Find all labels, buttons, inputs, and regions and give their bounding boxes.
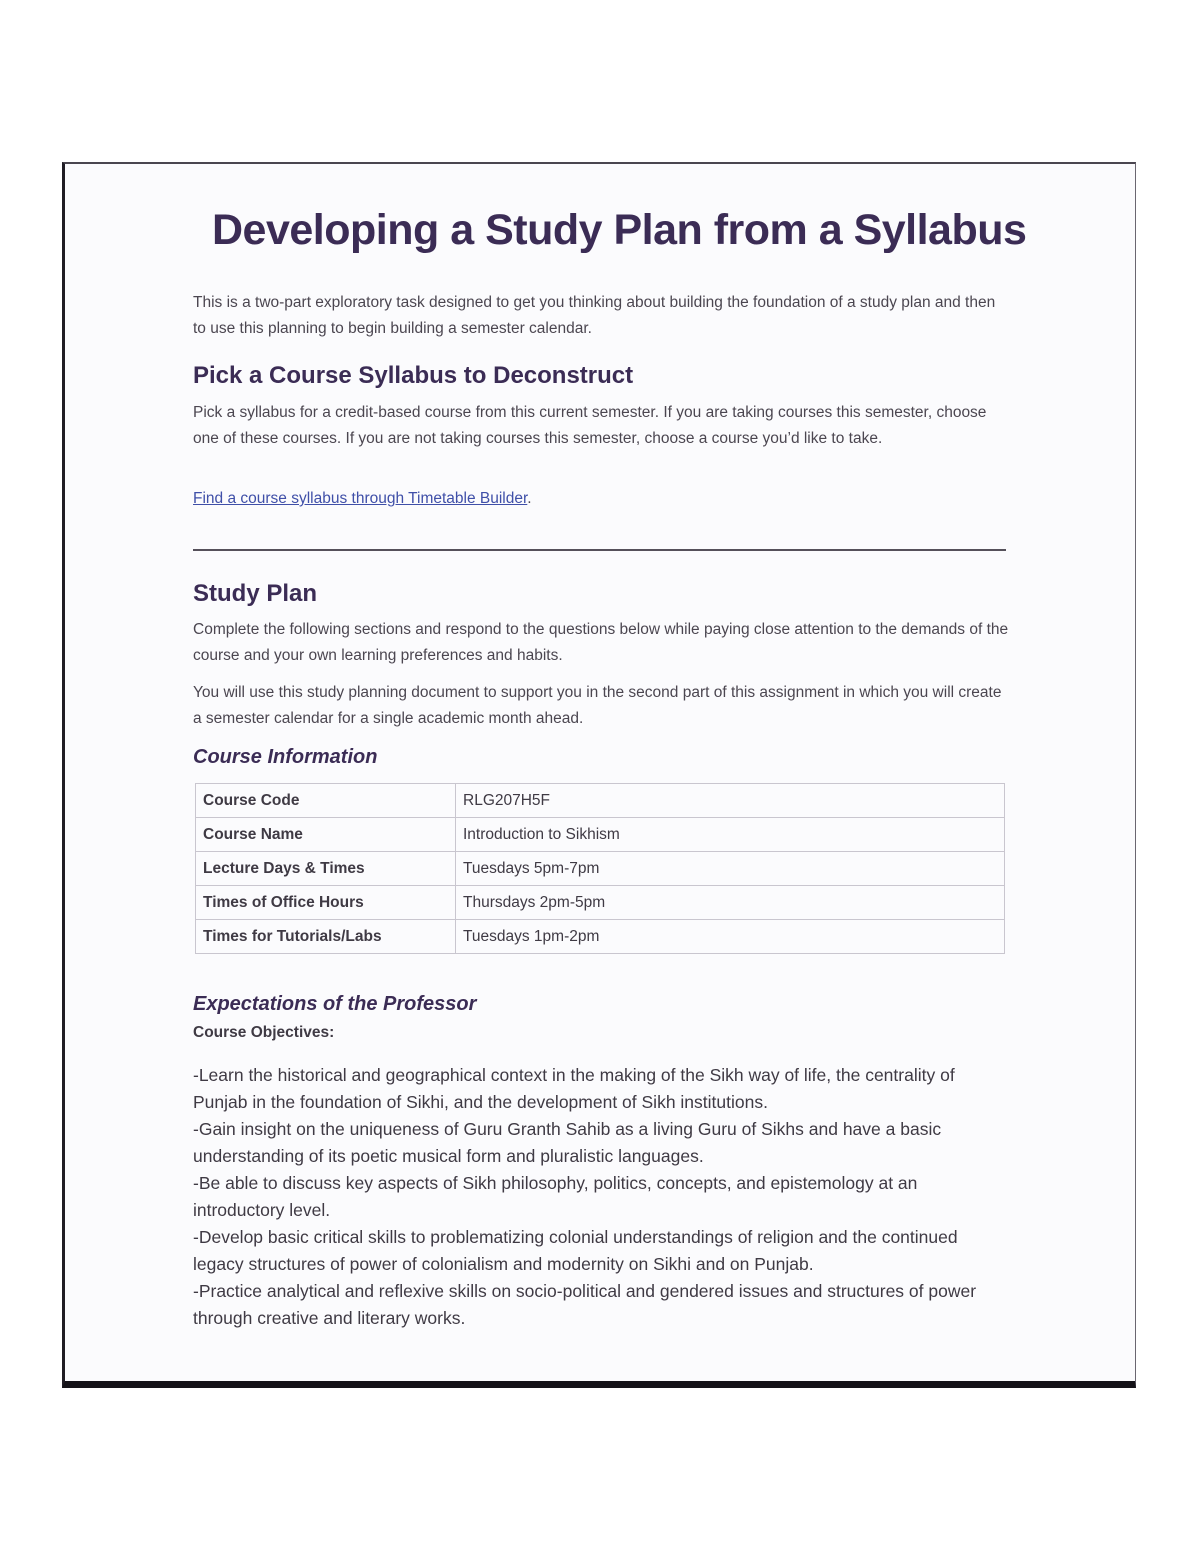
link-suffix: .	[527, 490, 532, 507]
section-divider	[193, 549, 1006, 551]
document-title: Developing a Study Plan from a Syllabus	[212, 206, 1027, 254]
document-page	[62, 162, 1136, 1388]
list-item: -Practice analytical and reflexive skills on socio-political and gendered issues and structures of power through creative and literary works.	[193, 1281, 977, 1328]
table-row	[196, 784, 1005, 818]
study-plan-paragraph-1: Complete the following sections and respond to the questions below while paying close attention to the demands of the course and your own learning preferences and habits.	[193, 621, 1009, 664]
study-plan-paragraph-2: You will use this study planning document to support you in the second part of this assignment in which you will create a semester calendar for a single academic month ahead.	[193, 684, 1002, 727]
list-item: -Learn the historical and geographical context in the making of the Sikh way of life, the centrality of Punjab in the foundation of Sikhi, and the development of Sikh institutions.	[193, 1065, 955, 1112]
course-information-table	[195, 783, 1005, 954]
list-item: -Be able to discuss key aspects of Sikh philosophy, politics, concepts, and epistemology at an introductory level.	[193, 1173, 918, 1220]
expectations-heading: Expectations of the Professor	[193, 993, 477, 1015]
study-plan-heading: Study Plan	[193, 580, 318, 607]
intro-paragraph: This is a two-part exploratory task designed to get you thinking about building the foundation of a study plan and then to use this planning to begin building a semester calendar.	[193, 294, 996, 337]
list-item: -Develop basic critical skills to problematizing colonial understandings of religion and the continued legacy structures of power of colonialism and modernity on Sikhi and on Punjab.	[193, 1227, 958, 1274]
timetable-builder-link[interactable]: Find a course syllabus through Timetable Builder	[193, 490, 528, 507]
pick-syllabus-paragraph: Pick a syllabus for a credit-based course from this current semester. If you are taking courses this semester, choose one of these courses. If you are not taking courses this semester, choose a course you’d like to take.	[193, 404, 987, 447]
row-label: Course Name	[196, 818, 456, 852]
row-value: Introduction to Sikhism	[456, 818, 1005, 852]
pick-syllabus-heading: Pick a Course Syllabus to Deconstruct	[193, 362, 634, 389]
row-label: Course Code	[196, 784, 456, 818]
row-label: Times for Tutorials/Labs	[196, 920, 456, 954]
table-row	[196, 818, 1005, 852]
course-objectives-list	[193, 1062, 1009, 1332]
course-information-heading: Course Information	[193, 746, 378, 768]
row-value: RLG207H5F	[456, 784, 1005, 818]
row-value: Tuesdays 1pm-2pm	[456, 920, 1005, 954]
table-row	[196, 852, 1005, 886]
course-objectives-subheading: Course Objectives:	[193, 1024, 335, 1041]
row-label: Lecture Days & Times	[196, 852, 456, 886]
timetable-link-line	[193, 490, 532, 508]
table-row	[196, 920, 1005, 954]
row-value: Tuesdays 5pm-7pm	[456, 852, 1005, 886]
row-label: Times of Office Hours	[196, 886, 456, 920]
table-row	[196, 886, 1005, 920]
row-value: Thursdays 2pm-5pm	[456, 886, 1005, 920]
list-item: -Gain insight on the uniqueness of Guru Granth Sahib as a living Guru of Sikhs and have a basic understanding of its poetic musical form and pluralistic languages.	[193, 1119, 942, 1166]
